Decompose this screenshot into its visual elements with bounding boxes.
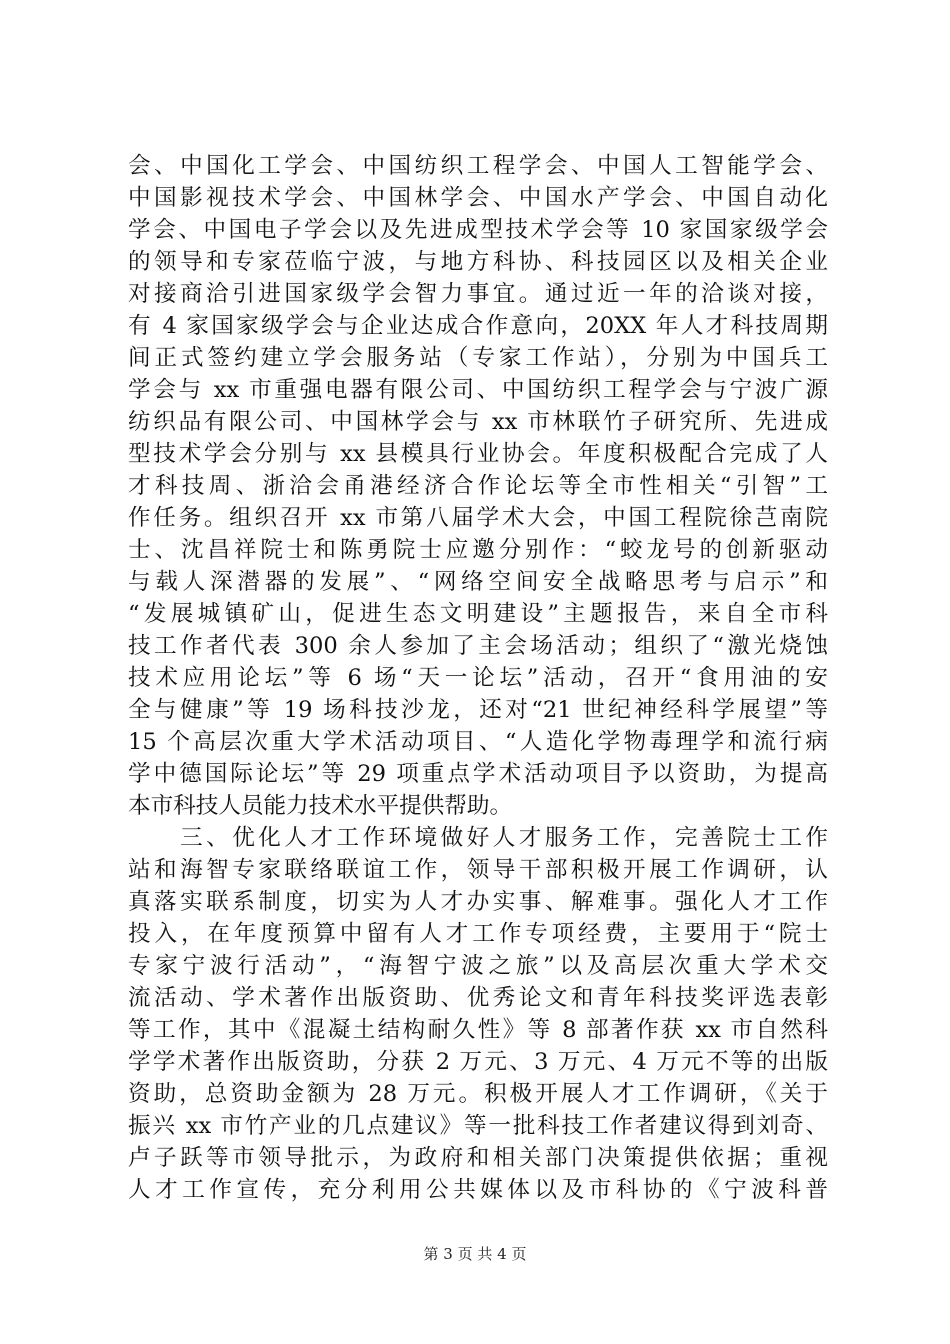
text-line: 流活动、学术著作出版资助、优秀论文和青年科技奖评选表彰	[128, 985, 828, 1011]
text-line: 真落实联系制度，切实为人才办实事、解难事。强化人才工作	[128, 889, 828, 915]
text-line: 型技术学会分别与 xx 县模具行业协会。年度积极配合完成了人	[128, 441, 828, 467]
text-line: 中国影视技术学会、中国林学会、中国水产学会、中国自动化	[128, 185, 828, 211]
text-line: 对接商洽引进国家级学会智力事宜。通过近一年的洽谈对接，	[128, 281, 828, 307]
text-line: “发展城镇矿山，促进生态文明建设”主题报告，来自全市科	[128, 601, 828, 627]
text-line: 本市科技人员能力技术水平提供帮助。	[128, 793, 513, 819]
text-line: 全与健康”等 19 场科技沙龙，还对“21 世纪神经科学展望”等	[128, 697, 828, 723]
text-line: 作任务。组织召开 xx 市第八届学术大会，中国工程院徐芑南院	[128, 505, 828, 531]
text-line: 学会与 xx 市重强电器有限公司、中国纺织工程学会与宁波广源	[128, 377, 828, 403]
text-line: 人才工作宣传，充分利用公共媒体以及市科协的《宁波科普	[128, 1177, 828, 1203]
text-line: 学中德国际论坛”等 29 项重点学术活动项目予以资助，为提高	[128, 761, 828, 787]
page-footer: 第 3 页 共 4 页	[423, 1245, 527, 1263]
text-line: 的领导和专家莅临宁波，与地方科协、科技园区以及相关企业	[128, 249, 828, 275]
text-line: 与载人深潜器的发展”、“网络空间安全战略思考与启示”和	[128, 569, 828, 595]
text-line: 卢子跃等市领导批示，为政府和相关部门决策提供依据；重视	[128, 1145, 828, 1171]
text-line: 等工作，其中《混凝土结构耐久性》等 8 部著作获 xx 市自然科	[128, 1017, 828, 1043]
text-line: 站和海智专家联络联谊工作，领导干部积极开展工作调研，认	[128, 857, 828, 883]
text-line: 士、沈昌祥院士和陈勇院士应邀分别作：“蛟龙号的创新驱动	[128, 537, 828, 563]
text-line: 间正式签约建立学会服务站（专家工作站），分别为中国兵工	[128, 345, 828, 371]
text-line: 有 4 家国家级学会与企业达成合作意向，20XX 年人才科技周期	[128, 313, 828, 339]
text-line: 15 个高层次重大学术活动项目、“人造化学物毒理学和流行病	[128, 729, 828, 755]
text-line: 学会、中国电子学会以及先进成型技术学会等 10 家国家级学会	[128, 217, 828, 243]
text-line: 三、优化人才工作环境做好人才服务工作，完善院士工作	[128, 825, 828, 851]
text-line: 才科技周、浙洽会甬港经济合作论坛等全市性相关“引智”工	[128, 473, 828, 499]
text-line: 技术应用论坛”等 6 场“天一论坛”活动，召开“食用油的安	[128, 665, 828, 691]
text-line: 技工作者代表 300 余人参加了主会场活动；组织了“激光烧蚀	[128, 633, 828, 659]
text-line: 学学术著作出版资助，分获 2 万元、3 万元、4 万元不等的出版	[128, 1049, 828, 1075]
text-line: 振兴 xx 市竹产业的几点建议》等一批科技工作者建议得到刘奇、	[128, 1113, 828, 1139]
text-line: 纺织品有限公司、中国林学会与 xx 市林联竹子研究所、先进成	[128, 409, 828, 435]
text-line: 会、中国化工学会、中国纺织工程学会、中国人工智能学会、	[128, 153, 828, 179]
text-line: 专家宁波行活动”，“海智宁波之旅”以及高层次重大学术交	[128, 953, 828, 979]
text-line: 资助，总资助金额为 28 万元。积极开展人才工作调研，《关于	[128, 1081, 828, 1107]
body-text	[128, 150, 828, 1206]
text-line: 投入，在年度预算中留有人才工作专项经费，主要用于“院士	[128, 921, 828, 947]
